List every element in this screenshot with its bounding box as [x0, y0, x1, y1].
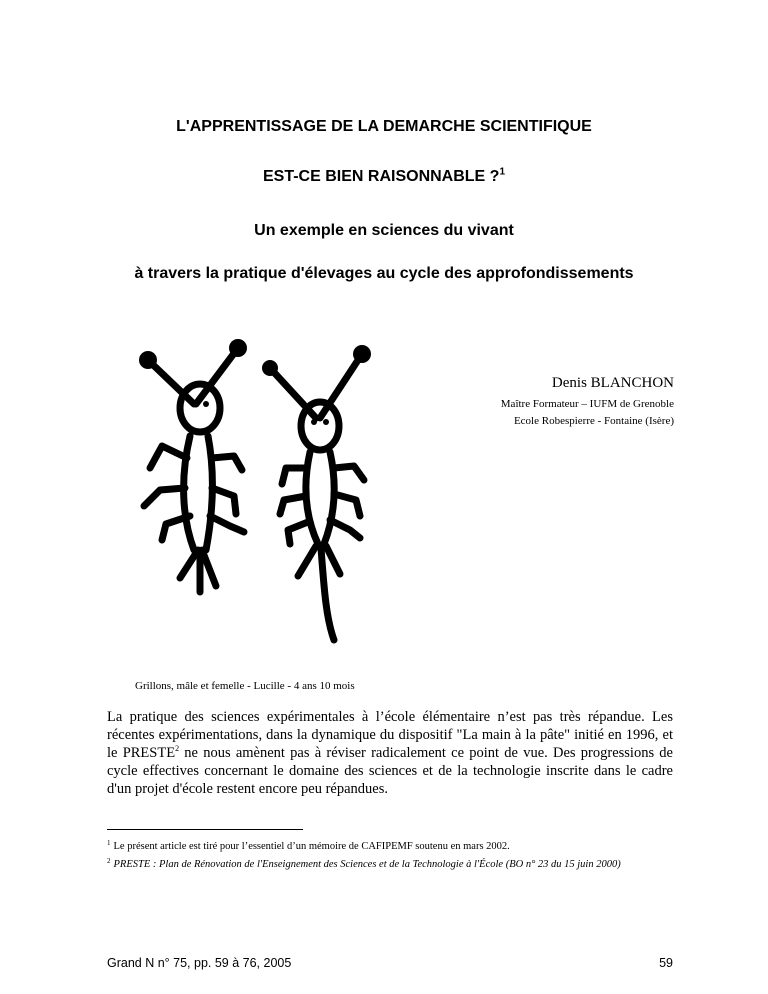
- author-name: Denis BLANCHON: [551, 375, 674, 391]
- cricket-drawing: [120, 318, 440, 678]
- footnote-2: [107, 856, 673, 874]
- footnote-2-text: PRESTE : Plan de Rénovation de l'Enseignement des Sciences et de la Technologie à l'École (BO n° 23 du 15 juin 2000): [113, 859, 621, 870]
- author-school: Ecole Robespierre - Fontaine (Isère): [513, 415, 674, 427]
- body-paragraph: [107, 708, 673, 798]
- subtitle-line-1: Un exemple en sciences du vivant: [254, 222, 514, 239]
- footnote-1-number: 1: [107, 838, 111, 847]
- footnote-ref-2[interactable]: 2: [175, 744, 180, 754]
- footnote-separator: [107, 829, 303, 830]
- footnote-1: [107, 838, 673, 856]
- footnote-1-text: Le présent article est tiré pour l’essentiel d’un mémoire de CAFIPEMF soutenu en mars 2002.: [113, 841, 510, 852]
- footnote-ref-1[interactable]: 1: [499, 166, 506, 178]
- footnotes: [107, 838, 673, 874]
- figure-caption: Grillons, mâle et femelle - Lucille - 4 ans 10 mois: [135, 680, 355, 692]
- cricket-male-drawing: [144, 348, 244, 592]
- body-paragraph-text-2: ne nous amènent pas à réviser radicalement ce point de vue. Des progressions de cycle effectives concernant le domaine des sciences et de la technologie inscrite dans le cadre d'un projet d'école restent encore peu répandues.: [107, 745, 673, 797]
- main-title-line-1: L'APPRENTISSAGE DE LA DEMARCHE SCIENTIFIQUE: [176, 118, 592, 135]
- author-block: [501, 375, 674, 432]
- author-role: Maître Formateur – IUFM de Grenoble: [500, 398, 674, 410]
- main-title-line-2: [0, 168, 768, 186]
- body-paragraph-text-1: La pratique des sciences expérimentales à l’école élémentaire n’est pas très répandue. Les récentes expérimentations, dans la dynamique du dispositif "La main à la pâte" initié en 1996, et le PRESTE: [107, 709, 673, 761]
- cricket-female-drawing: [270, 354, 364, 640]
- footnote-2-number: 2: [107, 856, 111, 865]
- subtitle-line-2: à travers la pratique d'élevages au cycle des approfondissements: [134, 265, 634, 282]
- page-number: 59: [659, 956, 673, 970]
- main-title-line-2-text: EST-CE BIEN RAISONNABLE ?: [262, 168, 500, 185]
- footer-citation: Grand N n° 75, pp. 59 à 76, 2005: [107, 956, 292, 970]
